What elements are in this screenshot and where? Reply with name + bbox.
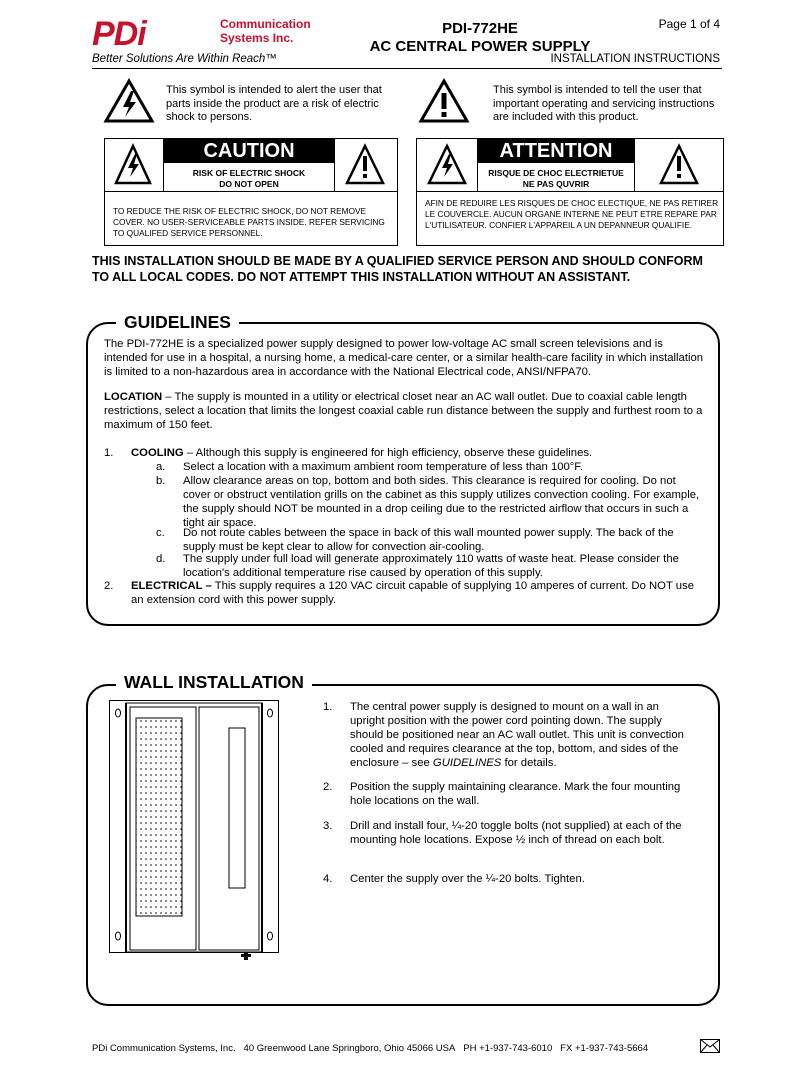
step-number: 1. (323, 701, 333, 713)
company-line-1: Communication (220, 17, 311, 31)
attention-shock-icon (425, 143, 469, 192)
attention-sub-1: RISQUE DE CHOC ELECTRIETUE (488, 168, 624, 178)
location-label: LOCATION (104, 391, 163, 403)
electric-shock-warning-icon (103, 78, 155, 124)
model-number: PDI-772HE (442, 20, 518, 37)
caution-body: TO REDUCE THE RISK OF ELECTRIC SHOCK, DO NOT REMOVE COVER. NO USER-SERVICEABLE PARTS INSIDE. REFER SERVICING TO QUALIFED SERVICE PERSONNEL. (113, 206, 385, 238)
sub-letter: c. (156, 527, 165, 539)
svg-text:PDi: PDi (92, 18, 146, 50)
wall-step-2: Position the supply maintaining clearance. Mark the four mounting hole locations on the wall. (350, 781, 681, 807)
caution-sub-1: RISK OF ELECTRIC SHOCK (192, 168, 306, 178)
list-number: 1. (104, 447, 114, 459)
tagline: Better Solutions Are Within Reach™ (92, 53, 277, 65)
caution-box (104, 138, 398, 246)
cooling-sub-d: The supply under full load will generate approximately 110 watts of waste heat. Please consider the location's additional temperature rise caused by operation of this supply. (183, 553, 679, 579)
footer-fax: FX +1-937-743-5664 (560, 1043, 649, 1054)
footer-company: PDi Communication Systems, Inc. (92, 1043, 236, 1054)
location-text: – The supply is mounted in a utility or electrical closet near an AC wall outlet. Due to coaxial cable length restrictions, select a location that limits the longest coaxial cable run distance between the supply and furthest room to a maximum of 150 feet. (104, 391, 703, 431)
location-paragraph (104, 390, 704, 432)
wall-installation-title: WALL INSTALLATION (116, 672, 312, 692)
cooling-text: – Although this supply is engineered for high efficiency, observe these guidelines. (183, 447, 593, 459)
step-1-text: The central power supply is designed to mount on a wall in an upright position with the power cord pointing down. The supply should be positioned near an AC wall outlet. This unit is convection cooled and requires clearance at the top, bottom, and sides of the enclosure – see (350, 701, 684, 769)
wall-step-3: Drill and install four, ¼-20 toggle bolts (not supplied) at each of the mounting hole locations. Expose ½ inch of thread on each bolt. (350, 820, 682, 846)
attention-center (477, 139, 635, 191)
page-number: Page 1 of 4 (658, 17, 720, 31)
guidelines-intro: The PDI-772HE is a specialized power supply designed to power low-voltage AC small screen televisions and is intended for use in a hospital, a nursing home, a medical-care center, or a similar health-care facility in which installation is limited to a non-hazardous area in accordance with the National Electrical code, ANSI/NFPA70. (104, 338, 704, 378)
attention-title: ATTENTION (478, 139, 634, 163)
attention-sub-2: NE PAS QUVRIR (522, 179, 590, 189)
footer-phone: PH +1-937-743-6010 (463, 1043, 553, 1054)
caution-title: CAUTION (164, 139, 334, 163)
cooling-sub-c: Do not route cables between the space in back of this wall mounted power supply. The back of the supply must be kept clear to allow for convection air-cooling. (183, 527, 674, 553)
attention-divider (417, 191, 723, 192)
footer-address: 40 Greenwood Lane Springboro, Ohio 45066 USA (243, 1043, 456, 1054)
shock-symbol-description: This symbol is intended to alert the user that parts inside the product are a risk of electric shock to persons. (166, 84, 382, 123)
exclamation-warning-icon (418, 78, 470, 124)
cooling-sub-a: Select a location with a maximum ambient room temperature of less than 100°F. (183, 461, 584, 473)
guidelines-title: GUIDELINES (116, 312, 239, 332)
electrical-text: This supply requires a 120 VAC circuit capable of supplying 10 amperes of current. Do NOT use an extension cord with this power supply. (131, 580, 695, 606)
step-number: 2. (323, 781, 333, 793)
caution-center (163, 139, 335, 191)
electrical-label: ELECTRICAL – (131, 580, 212, 592)
company-logo (92, 18, 208, 50)
cooling-sub-b: Allow clearance areas on top, bottom and both sides. This clearance is required for cooling. Do not cover or obstruct ventilation grills on the cabinet as this supply utilizes convection cooling. For example, the supply should NOT be mounted in a drop ceiling due to the restricted airflow that occurs in such a tight air space. (183, 475, 700, 529)
sub-letter: d. (156, 553, 166, 565)
company-line-2: Systems Inc. (220, 31, 294, 45)
wall-step-1 (350, 700, 685, 770)
step-1-text-end: for details. (501, 757, 557, 769)
power-supply-diagram (109, 700, 279, 960)
sub-letter: b. (156, 475, 166, 487)
attention-exclamation-icon (657, 143, 701, 192)
list-number: 2. (104, 580, 114, 592)
attention-body: AFIN DE REDUIRE LES RISQUES DE CHOC ELECTIQUE, NE PAS RETIRER LE COUVERCLE. AUCUN ORGANE INTERNE NE PEUT ETRE REPARE PAR L'UTILISATEUR. CONFIER L'APPAREIL A UN DEPANNEUR QUALIFIE. (425, 198, 719, 230)
step-number: 3. (323, 820, 333, 832)
header-divider (92, 68, 722, 69)
envelope-icon (700, 1039, 720, 1058)
step-number: 4. (323, 873, 333, 885)
guidelines-reference: GUIDELINES (432, 757, 502, 769)
cooling-label: COOLING (131, 447, 184, 459)
document-type: INSTALLATION INSTRUCTIONS (550, 53, 720, 65)
company-name (220, 17, 311, 45)
installation-notice: THIS INSTALLATION SHOULD BE MADE BY A QUALIFIED SERVICE PERSON AND SHOULD CONFORM TO ALL LOCAL CODES. DO NOT ATTEMPT THIS INSTALLATION WITHOUT AN ASSISTANT. (92, 254, 703, 284)
product-name: AC CENTRAL POWER SUPPLY (369, 38, 591, 55)
wall-step-4: Center the supply over the ¼-20 bolts. Tighten. (350, 873, 585, 885)
info-symbol-description: This symbol is intended to tell the user that important operating and servicing instructions are included with this product. (493, 84, 715, 123)
electrical-item (131, 579, 706, 607)
page-footer (92, 1043, 648, 1054)
sub-letter: a. (156, 461, 166, 473)
caution-exclamation-icon (343, 143, 387, 192)
attention-box (416, 138, 724, 246)
cooling-item (131, 446, 706, 460)
caution-shock-icon (113, 143, 153, 192)
caution-divider (105, 191, 397, 192)
document-title (330, 20, 630, 56)
caution-sub-2: DO NOT OPEN (219, 179, 279, 189)
